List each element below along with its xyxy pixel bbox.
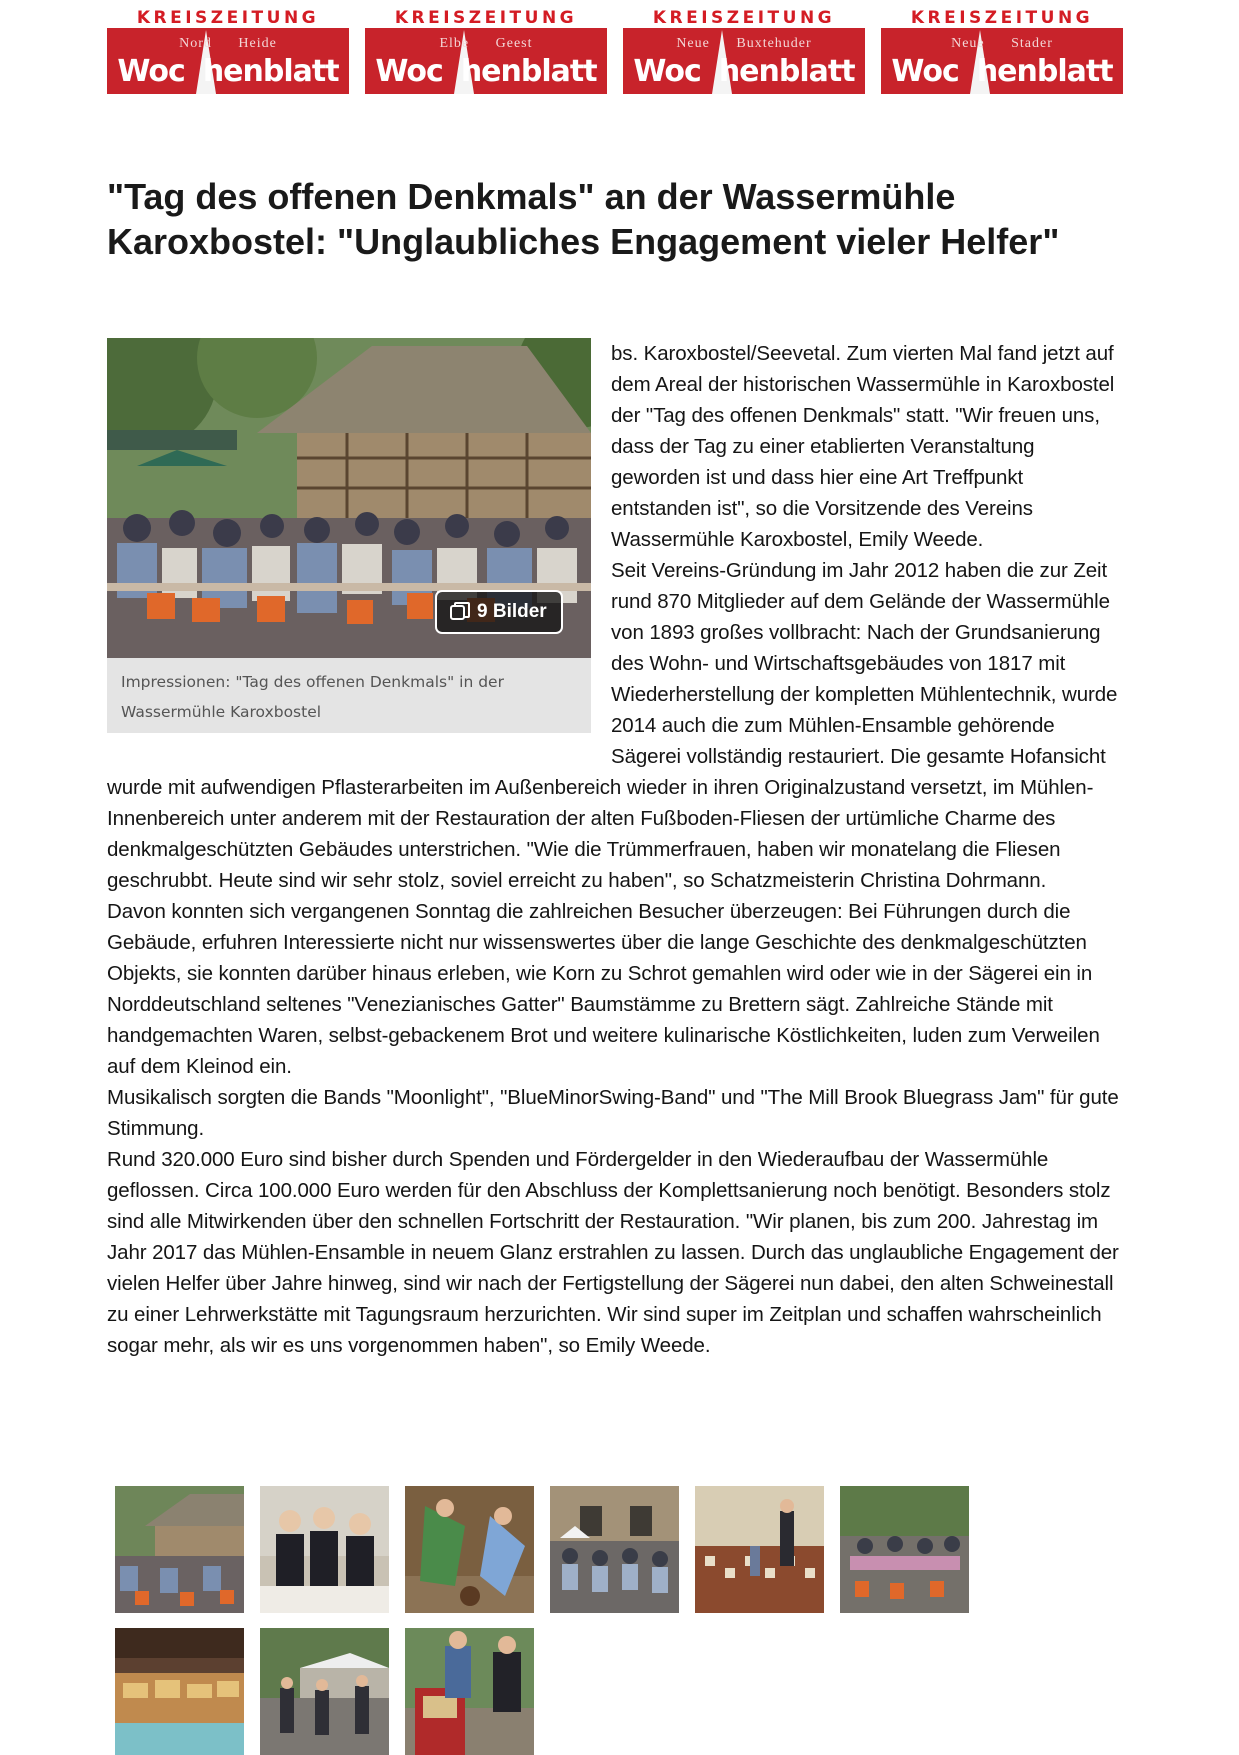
gallery-thumbnail[interactable] [840,1486,969,1613]
masthead-name: Woc henblatt [117,54,339,89]
masthead-brand: KREISZEITUNG [136,8,320,28]
masthead-region: Elbe Geest [439,36,533,51]
masthead-logo-elbe-geest[interactable] [365,8,607,94]
masthead-name: Woc henblatt [375,54,597,89]
thumbnail-image [840,1486,969,1613]
figure-float-spacer [107,338,611,770]
thumbnail-image [260,1486,389,1613]
gallery-thumbnail[interactable] [260,1628,389,1755]
masthead-logo-nord-heide[interactable] [107,8,349,94]
thumbnail-image [260,1628,389,1755]
gallery-thumbnail[interactable] [405,1628,534,1755]
masthead-logo-neue-stader[interactable] [881,8,1123,94]
masthead-logo-neue-buxtehuder[interactable] [623,8,865,94]
masthead-brand: KREISZEITUNG [394,8,578,28]
thumbnail-image [405,1486,534,1613]
masthead-row [107,8,1123,94]
article-paragraph: Musikalisch sorgten die Bands "Moonlight", "BlueMinorSwing-Band" und "The Mill Brook Bluegrass Jam" für gute Stimmung. [107,1086,1119,1140]
masthead-name: Woc henblatt [633,54,855,89]
article-paragraph: bs. Karoxbostel/Seevetal. Zum vierten Mal fand jetzt auf dem Areal der historischen Wassermühle in Karoxbostel der "Tag des offenen Denkmals" statt. "Wir freuen uns, dass der Tag zu einer etablierten Veranstaltung geworden ist und dass hier eine Art Treffpunkt entstanden ist", so die Vorsitzende des Vereins Wassermühle Karoxbostel, Emily Weede. [611,342,1115,551]
masthead-box [623,28,865,94]
gallery-thumbnail[interactable] [115,1486,244,1613]
masthead-region: Nord Heide [179,36,277,51]
thumbnail-image [115,1628,244,1755]
masthead-brand: KREISZEITUNG [652,8,836,28]
article-paragraph: Rund 320.000 Euro sind bisher durch Spenden und Fördergelder in den Wiederaufbau der Wassermühle geflossen. Circa 100.000 Euro werden für den Abschluss der Komplettsanierung noch benötigt. Besonders stolz sind alle Mitwirkenden über den schnellen Fortschritt der Restauration. "Wir planen, bis zum 200. Jahrestag im Jahr 2017 das Mühlen-Ensamble in neuem Glanz erstrahlen zu lassen. Durch das unglaubliche Engagement der vielen Helfer über Jahre hinweg, sind wir nach der Fertigstellung der Sägerei nun dabei, den alten Schweinestall zu einer Lehrwerkstätte mit Tagungsraum herzurichten. Wir sind super im Zeitplan und schaffen wahrscheinlich sogar mehr, als wir es uns vorgenommen haben", so Emily Weede. [107,1148,1119,1357]
thumbnail-image [115,1486,244,1613]
masthead-region: Neue Buxtehuder [676,36,812,51]
gallery-thumbnail[interactable] [695,1486,824,1613]
article-paragraph: Davon konnten sich vergangenen Sonntag die zahlreichen Besucher überzeugen: Bei Führungen durch die Gebäude, erfuhren Interessierte nicht nur wissenswertes über die lange Geschichte des denkmalgeschützten Objekts, sie konnten darüber hinaus erleben, wie Korn zu Schrot gemahlen wird oder wie in der Sägerei ein in Norddeutschland seltenes "Venezianisches Gatter" Baumstämme zu Brettern sägt. Zahlreiche Stände mit handgemachten Waren, selbst-gebackenem Brot und weitere kulinarische Köstlichkeiten, luden zum Verweilen auf dem Kleinod ein. [107,900,1100,1078]
gallery-thumbnails [115,1486,995,1755]
masthead-box [365,28,607,94]
article-headline: "Tag des offenen Denkmals" an der Wassermühle Karoxbostel: "Unglaubliches Engagement vieler Helfer" [107,176,1060,262]
gallery-thumbnail[interactable] [405,1486,534,1613]
masthead-name: Woc henblatt [891,54,1113,89]
photo-caption: Impressionen: "Tag des offenen Denkmals" in der Wassermühle Karoxbostel [107,658,591,733]
article-body [107,338,1121,1361]
gallery-count-label: 9 Bilder [477,601,547,622]
masthead-box [107,28,349,94]
article-paragraph: Seit Vereins-Gründung im Jahr 2012 haben die zur Zeit rund 870 Mitglieder auf dem Gelände der Wassermühle von 1893 großes vollbracht: Nach der Grundsanierung des Wohn- und Wirtschaftsgebäudes von 1817 mit Wiederherstellung der kompletten Mühlentechnik, wurde 2014 auch die zum Mühlen-Ensamble gehörende Sägerei vollständig restauriert. Die gesamte Hofansicht wurde mit aufwendigen Pflasterarbeiten im Außenbereich wieder in ihren Originalzustand versetzt, im Mühlen-Innenbereich unter anderem mit der Restauration der alten Fußboden-Fliesen der urtümliche Charme des denkmalgeschützten Gebäudes unterstrichen. "Wie die Trümmerfrauen, haben wir monatelang die Fliesen geschrubbt. Heute sind wir sehr stolz, soviel erreicht zu haben", so Schatzmeisterin Christina Dohrmann. [107,559,1118,892]
gallery-thumbnail[interactable] [550,1486,679,1613]
thumbnail-image [550,1486,679,1613]
thumbnail-image [405,1628,534,1755]
masthead-region: Neue Stader [951,36,1053,51]
thumbnail-image [695,1486,824,1613]
gallery-thumbnail[interactable] [115,1628,244,1755]
masthead-brand: KREISZEITUNG [910,8,1094,28]
gallery-thumbnail[interactable] [260,1486,389,1613]
masthead-box [881,28,1123,94]
